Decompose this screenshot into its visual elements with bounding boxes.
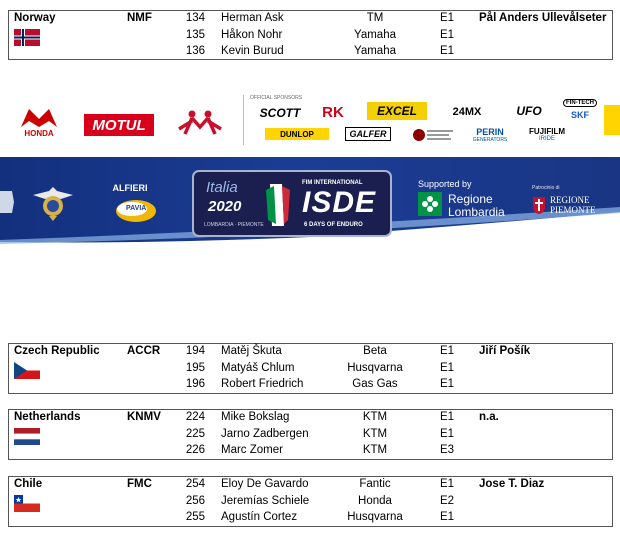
region-line: LOMBARDIA · PIEMONTE <box>204 222 264 228</box>
rk-logo: RK <box>322 103 344 121</box>
lombardia-emblem-logo <box>418 192 442 216</box>
table-row <box>9 344 612 361</box>
norway-flag <box>14 29 40 46</box>
rider-class: E1 <box>440 345 455 357</box>
team-block-chile <box>8 476 613 527</box>
rider-bike: Husqvarna <box>347 361 403 374</box>
piemonte-crest-logo <box>532 195 546 215</box>
regione-text: Regione <box>448 192 493 206</box>
table-row <box>9 44 612 61</box>
italia-text: Italia <box>206 179 238 196</box>
rider-name: Mike Bokslag <box>221 411 290 423</box>
crest-logo <box>410 126 456 144</box>
dunlop-logo: DUNLOP <box>265 128 329 140</box>
rider-bike: TM <box>366 12 384 24</box>
rider-number: 256 <box>185 494 205 507</box>
rider-class: E1 <box>440 411 455 423</box>
team-block-norway <box>8 10 613 60</box>
rider-number: 255 <box>185 511 205 523</box>
rider-number: 196 <box>185 378 205 390</box>
rider-bike: Honda <box>358 494 392 507</box>
galfer-logo: GALFER <box>345 127 391 141</box>
rider-bike: Fantic <box>359 478 391 490</box>
rider-bike: Husqvarna <box>347 511 403 523</box>
motul-logo: MOTUL <box>84 114 154 136</box>
rider-name: Robert Friedrich <box>221 378 304 390</box>
rider-number: 254 <box>185 478 205 490</box>
rider-class: E3 <box>440 444 455 456</box>
rider-number: 135 <box>185 28 205 41</box>
fmi-emblem-logo <box>30 184 76 222</box>
rider-name: Håkon Nohr <box>221 28 283 41</box>
rider-number: 194 <box>185 345 205 357</box>
supported-by-label: Supported by <box>418 179 472 189</box>
official-sponsors-label: OFFICIAL SPONSORS <box>250 95 303 101</box>
team-block-czech-republic <box>8 343 613 394</box>
fujifilm-logo: FUJIFILM IRIDE <box>529 126 565 142</box>
fim-text: FIM INTERNATIONAL <box>302 180 363 186</box>
pavia-logo: PAVIA <box>114 197 158 225</box>
rider-class: E1 <box>440 28 455 41</box>
ufo-logo: UFO <box>516 104 542 118</box>
rider-bike: Yamaha <box>354 28 396 41</box>
days-text: 6 DAYS OF ENDURO <box>304 222 363 228</box>
honda-logo: HONDA <box>14 101 64 141</box>
sponsor-edge-logo <box>604 105 620 135</box>
team-manager: Jose T. Diaz <box>479 478 545 490</box>
rider-class: E1 <box>440 378 455 390</box>
rider-class: E1 <box>440 361 455 374</box>
federation: NMF <box>127 12 152 24</box>
table-row <box>9 510 612 527</box>
kappa-logo <box>172 107 228 137</box>
skf-logo: SKF <box>571 110 589 120</box>
team-manager: Pål Anders Ullevålseter <box>479 12 607 24</box>
czech-flag <box>14 362 40 379</box>
rider-name: Kevin Burud <box>221 45 284 57</box>
country-name: Netherlands <box>14 411 81 423</box>
rider-bike: KTM <box>362 411 388 423</box>
isde-text: ISDE <box>302 186 377 219</box>
event-band <box>0 157 620 244</box>
rider-bike: Yamaha <box>354 45 396 57</box>
rider-name: Jarno Zadbergen <box>221 427 309 440</box>
rider-bike: KTM <box>362 427 388 440</box>
rider-class: E1 <box>440 478 455 490</box>
rider-class: E1 <box>440 427 455 440</box>
team-manager: n.a. <box>479 411 499 423</box>
rider-name: Matyáš Chlum <box>221 361 295 374</box>
federation: ACCR <box>127 345 161 357</box>
federation: FMC <box>127 478 152 490</box>
regione-piemonte-line2: PIEMONTE <box>550 205 596 215</box>
rider-class: E2 <box>440 494 455 507</box>
rider-bike: Beta <box>363 345 387 357</box>
chile-flag <box>14 495 40 512</box>
year-text: 2020 <box>208 198 242 215</box>
rider-number: 224 <box>185 411 205 423</box>
rider-name: Jeremías Schiele <box>221 494 310 507</box>
country-name: Norway <box>14 12 56 24</box>
team-block-netherlands <box>8 409 613 460</box>
excel-logo: EXCEL <box>367 102 427 120</box>
rider-bike: KTM <box>362 444 388 456</box>
scott-logo: SCOTT <box>259 106 301 120</box>
sponsor-divider <box>243 95 244 145</box>
24mx-logo: 24MX <box>452 106 482 118</box>
rider-name: Eloy De Gavardo <box>221 478 309 490</box>
rider-number: 136 <box>185 45 205 57</box>
table-row <box>9 443 612 460</box>
table-row <box>9 11 612 28</box>
rider-name: Herman Ask <box>221 12 284 24</box>
table-row <box>9 28 612 45</box>
team-manager: Jiří Pošík <box>479 345 531 357</box>
perin-logo: PERIN GENERATORS <box>472 127 508 143</box>
rider-number: 195 <box>185 361 205 374</box>
sponsor-band <box>0 91 620 149</box>
club-shield-logo <box>0 187 16 217</box>
rider-class: E1 <box>440 511 455 523</box>
federation: KNMV <box>127 411 161 423</box>
fintech-logo: FIN-TECH <box>563 98 597 108</box>
rider-class: E1 <box>440 12 455 24</box>
table-row <box>9 410 612 427</box>
isde-badge <box>192 170 392 237</box>
rider-bike: Gas Gas <box>352 378 398 390</box>
regione-piemonte-line1: REGIONE <box>550 195 590 205</box>
patrocinio-label: Patrocinio di <box>532 185 560 191</box>
table-row <box>9 377 612 394</box>
country-name: Chile <box>14 478 43 490</box>
table-row <box>9 494 612 511</box>
rider-name: Marc Zomer <box>221 444 283 456</box>
alfieri-logo: ALFIERI <box>112 183 148 193</box>
table-row <box>9 477 612 494</box>
rider-number: 226 <box>185 444 205 456</box>
rider-class: E1 <box>440 45 455 57</box>
rider-name: Agustín Cortez <box>221 511 298 523</box>
table-row <box>9 361 612 378</box>
netherlands-flag <box>14 428 40 445</box>
rider-number: 225 <box>185 427 205 440</box>
lombardia-text: Lombardia <box>448 205 505 219</box>
country-name: Czech Republic <box>14 345 100 357</box>
table-row <box>9 427 612 444</box>
rider-number: 134 <box>185 12 205 24</box>
rider-name: Matěj Škuta <box>221 345 282 357</box>
